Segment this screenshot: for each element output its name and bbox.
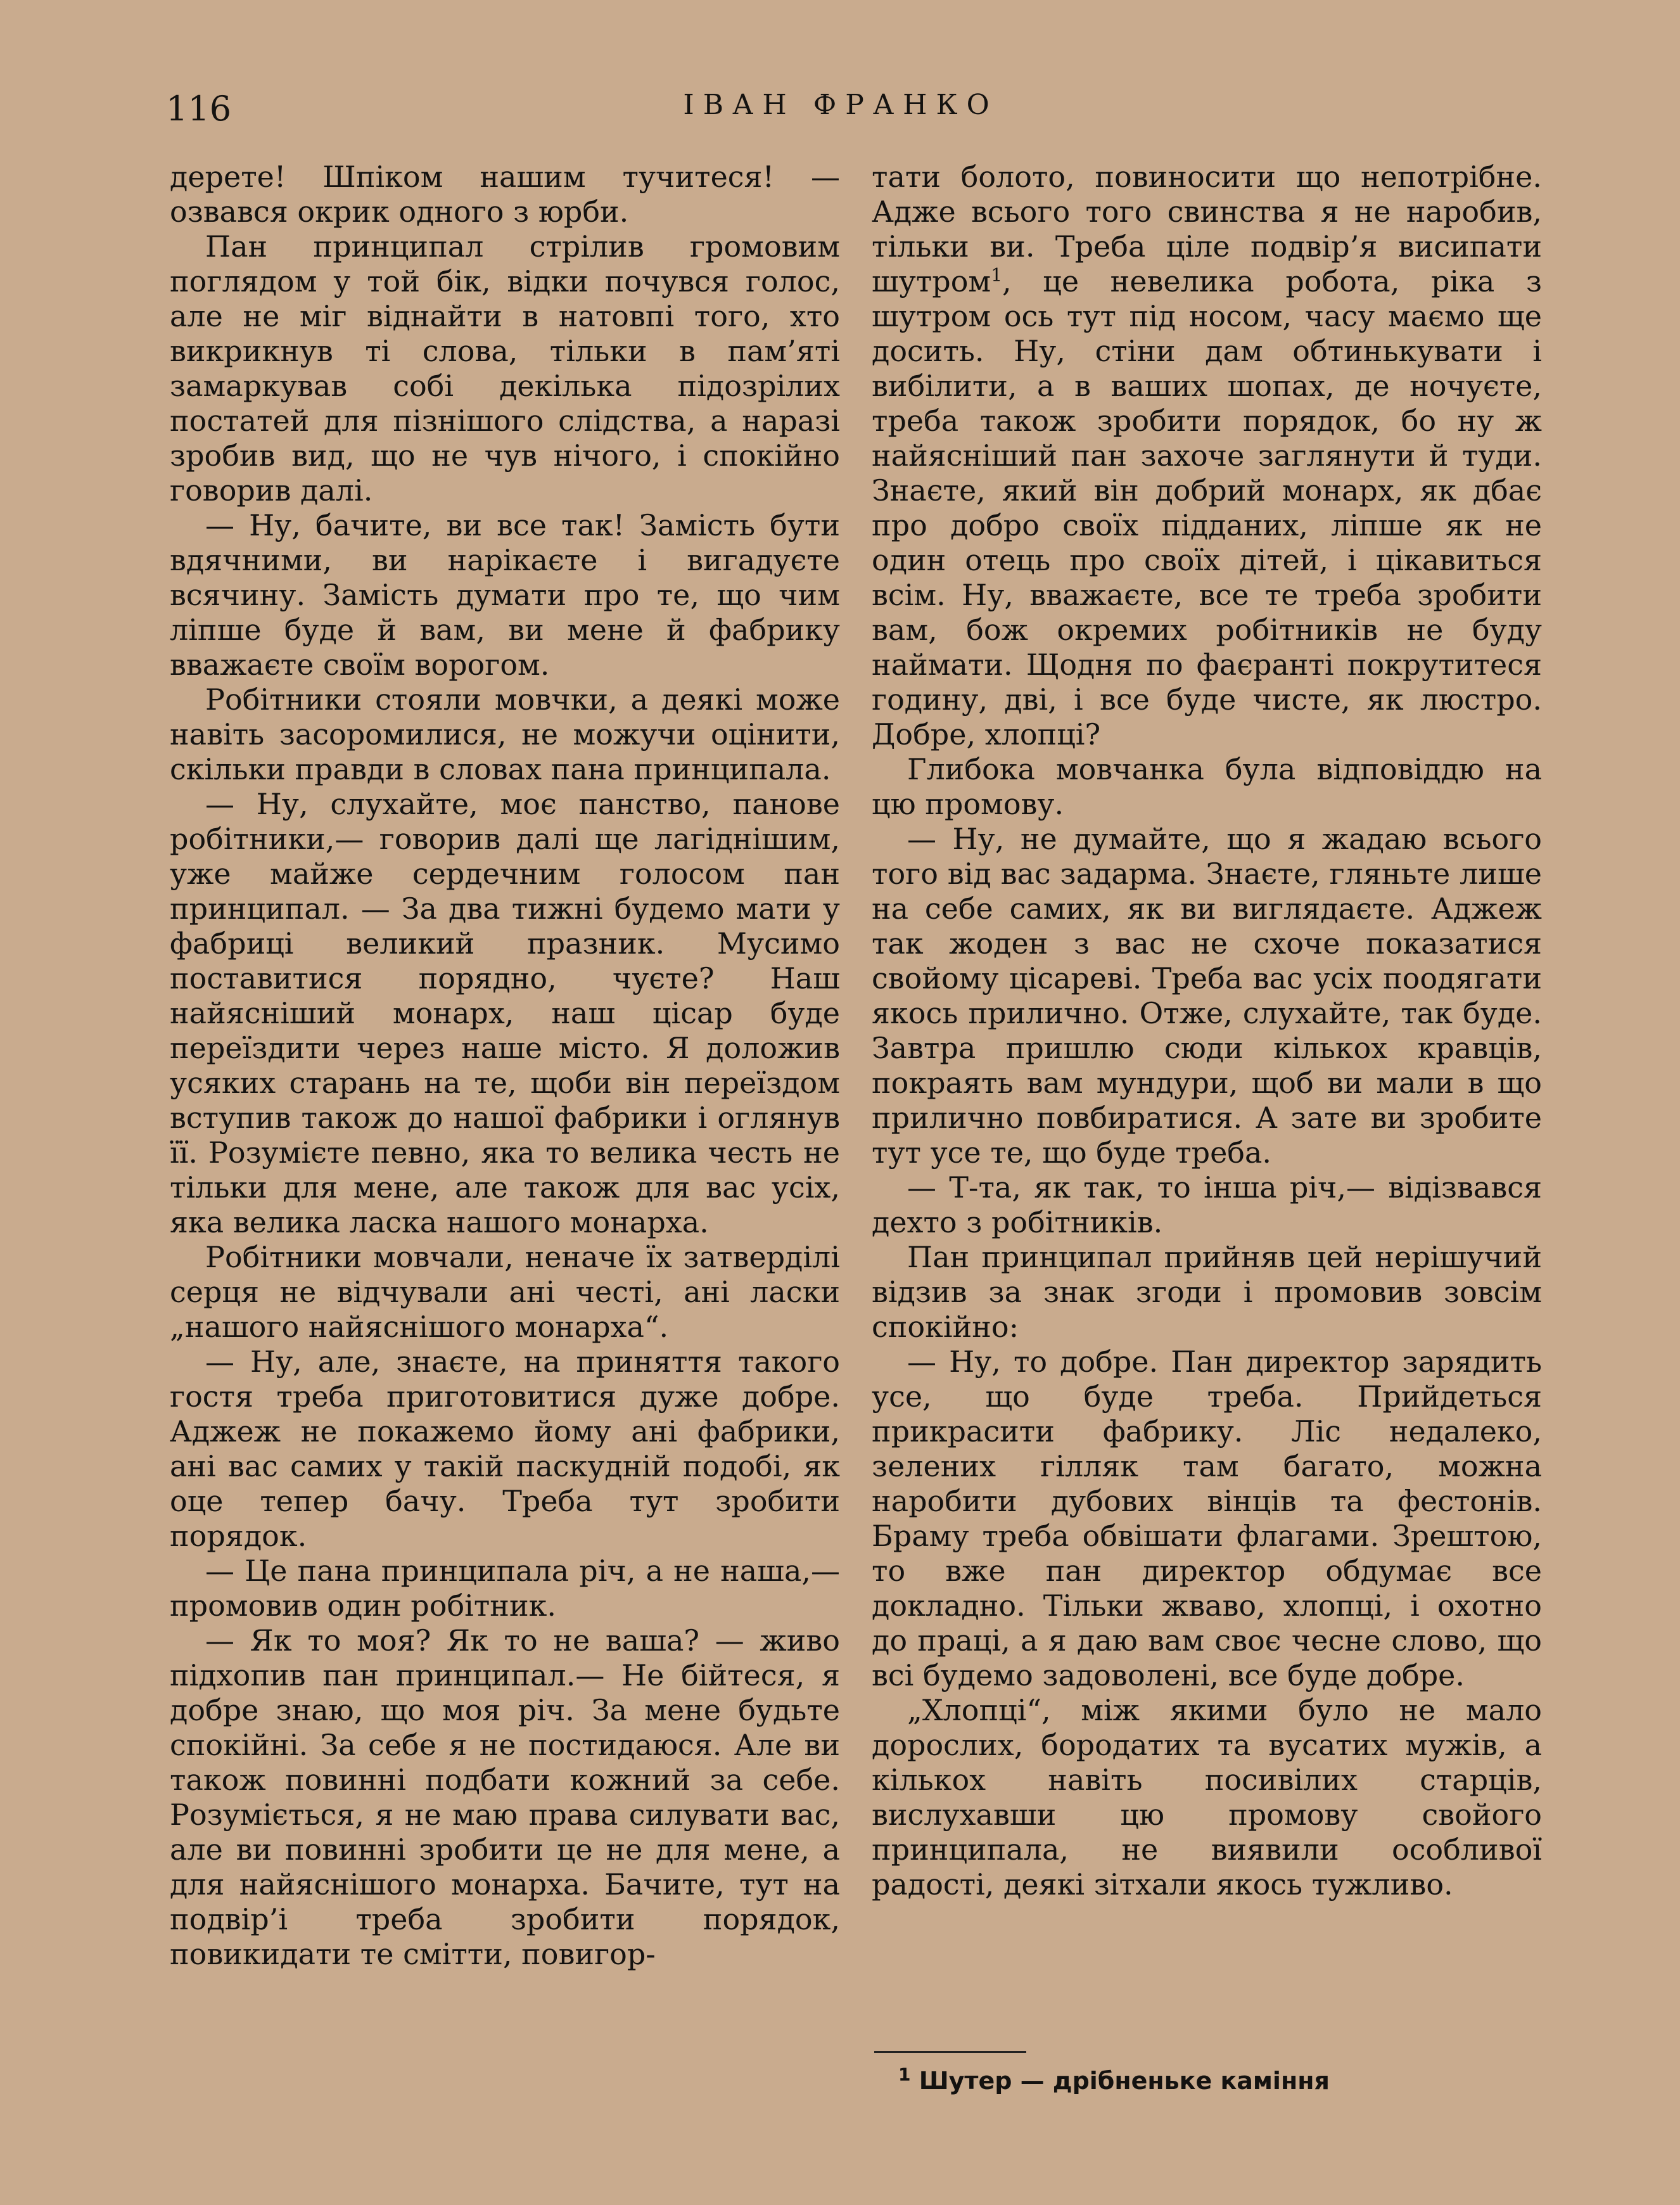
paragraph-part: тати болото, повиносити що непотрібне. Адже всього того свинства я не наробив, тільки ви. Треба ціле подвір’я висипати шутром: [872, 160, 1542, 298]
paragraph: — Ну, але, знаєте, на приняття такого гостя треба приготовитися дуже добре. Аджеж не покажемо йому ані фабрики, ані вас самих у такій паскудній подобі, як оце тепер бачу. Треба тут зробити порядок.: [170, 1345, 840, 1553]
footnote-reference: 1: [991, 264, 1003, 286]
footnote: [898, 2064, 1330, 2095]
paragraph: — Т-та, як так, то інша річ,— відізвався дехто з робітників.: [872, 1170, 1542, 1239]
paragraph: Пан принципал стрілив громовим поглядом у той бік, відки почувся голос, але не міг віднайти в натовпі того, хто викрикнув ті слова, тільки в пам’яті замаркував собі декілька підозрілих постатей для пізнішого слідства, а наразі зробив вид, що не чув нічого, і спокійно говорив далі.: [170, 229, 840, 508]
right-text-column: [872, 160, 1542, 1902]
paragraph: — Ну, то добре. Пан директор зарядить усе, що буде треба. Прийдеться прикрасити фабрику. Ліс недалеко, зелених гілляк там багато, можна наробити дубових вінців та фестонів. Браму треба обвішати флагами. Зрештою, то вже пан директор обдумає все докладно. Тільки жваво, хлопці, і охотно до праці, а я даю вам своє чесне слово, що всі будемо задоволені, все буде добре.: [872, 1345, 1542, 1692]
running-title: ІВАН ФРАНКО: [683, 89, 998, 121]
page-header: [166, 89, 1515, 127]
paragraph: [872, 160, 1542, 752]
paragraph: Робітники мовчали, неначе їх затверділі серця не відчували ані честі, ані ласки „нашого найяснішого монарха“.: [170, 1240, 840, 1344]
paragraph: — Як то моя? Як то не ваша? — живо підхопив пан принципал.— Не бійтеся, я добре знаю, що моя річ. За мене будьте спокійні. За себе я не постидаюся. Але ви також повинні подбати кожний за себе. Розуміється, я не маю права силувати вас, але ви повинні зробити це не для мене, а для найяснішого монарха. Бачите, тут на подвір’і треба зробити порядок, повикидати те смітти, повигор-: [170, 1623, 840, 1971]
paragraph: — Ну, не думайте, що я жадаю всього того від вас задарма. Знаєте, гляньте лише на себе самих, як ви виглядаєте. Аджеж так жоден з вас не схоче показатися свойому цісареві. Треба вас усіх поодягати якось прилично. Отже, слухайте, так буде. Завтра пришлю сюди кількох кравців, покраять вам мундури, щоб ви мали в що прилично повбиратися. А зате ви зробите тут усе те, що буде треба.: [872, 822, 1542, 1170]
paragraph: — Ну, бачите, ви все так! Замість бути вдячними, ви нарікаєте і вигадуєте всячину. Замість думати про те, що чим ліпше буде й вам, ви мене й фабрику вважаєте своїм ворогом.: [170, 508, 840, 682]
paragraph: — Це пана принципала річ, а не наша,— промовив один робітник.: [170, 1554, 840, 1623]
paragraph: дерете! Шпіком нашим тучитеся! — озвався окрик одного з юрби.: [170, 160, 840, 229]
footnote-marker: 1: [898, 2064, 911, 2085]
footnote-divider: [874, 2051, 1026, 2053]
page-number: 116: [166, 89, 232, 129]
paragraph: Робітники стояли мовчки, а деякі може навіть засоромилися, не можучи оцінити, скільки правди в словах пана принципала.: [170, 682, 840, 786]
paragraph-part: , це невелика робота, ріка з шутром ось тут під носом, часу маємо ще досить. Ну, стіни дам обтинькувати і вибілити, а в ваших шопах, де ночуєте, треба також зробити порядок, бо ну ж найясніший пан захоче заглянути й туди. Знаєте, який він добрий монарх, як дбає про добро своїх підданих, ліпше як не один отець про своїх дітей, і цікавиться всім. Ну, вважаєте, все те треба зробити вам, бож окремих робітників не буду наймати. Щодня по фаєранті покрутитеся годину, дві, і все буде чисте, як люстро. Добре, хлопці?: [872, 264, 1542, 751]
footnote-text: Шутер — дрібненьке каміння: [919, 2067, 1330, 2095]
left-text-column: [170, 160, 840, 1972]
paragraph: — Ну, слухайте, моє панство, панове робітники,— говорив далі ще лагіднішим, уже майже сердечним голосом пан принципал. — За два тижні будемо мати у фабриці великий празник. Мусимо поставитися порядно, чуєте? Наш найясніший монарх, наш цісар буде переїздити через наше місто. Я доложив усяких старань на те, щоби він переїздом вступив також до нашої фабрики і оглянув її. Розумієте певно, яка то велика честь не тільки для мене, але також для вас усіх, яка велика ласка нашого монарха.: [170, 787, 840, 1239]
paragraph: Пан принципал прийняв цей нерішучий відзив за знак згоди і промовив зовсім спокійно:: [872, 1240, 1542, 1344]
paragraph: „Хлопці“, між якими було не мало дорослих, бородатих та вусатих мужів, а кількох навіть посивілих старців, вислухавши цю промову свойого принципала, не виявили особливої радості, деякі зітхали якось тужливо.: [872, 1693, 1542, 1901]
paragraph: Глибока мовчанка була відповіддю на цю промову.: [872, 752, 1542, 821]
